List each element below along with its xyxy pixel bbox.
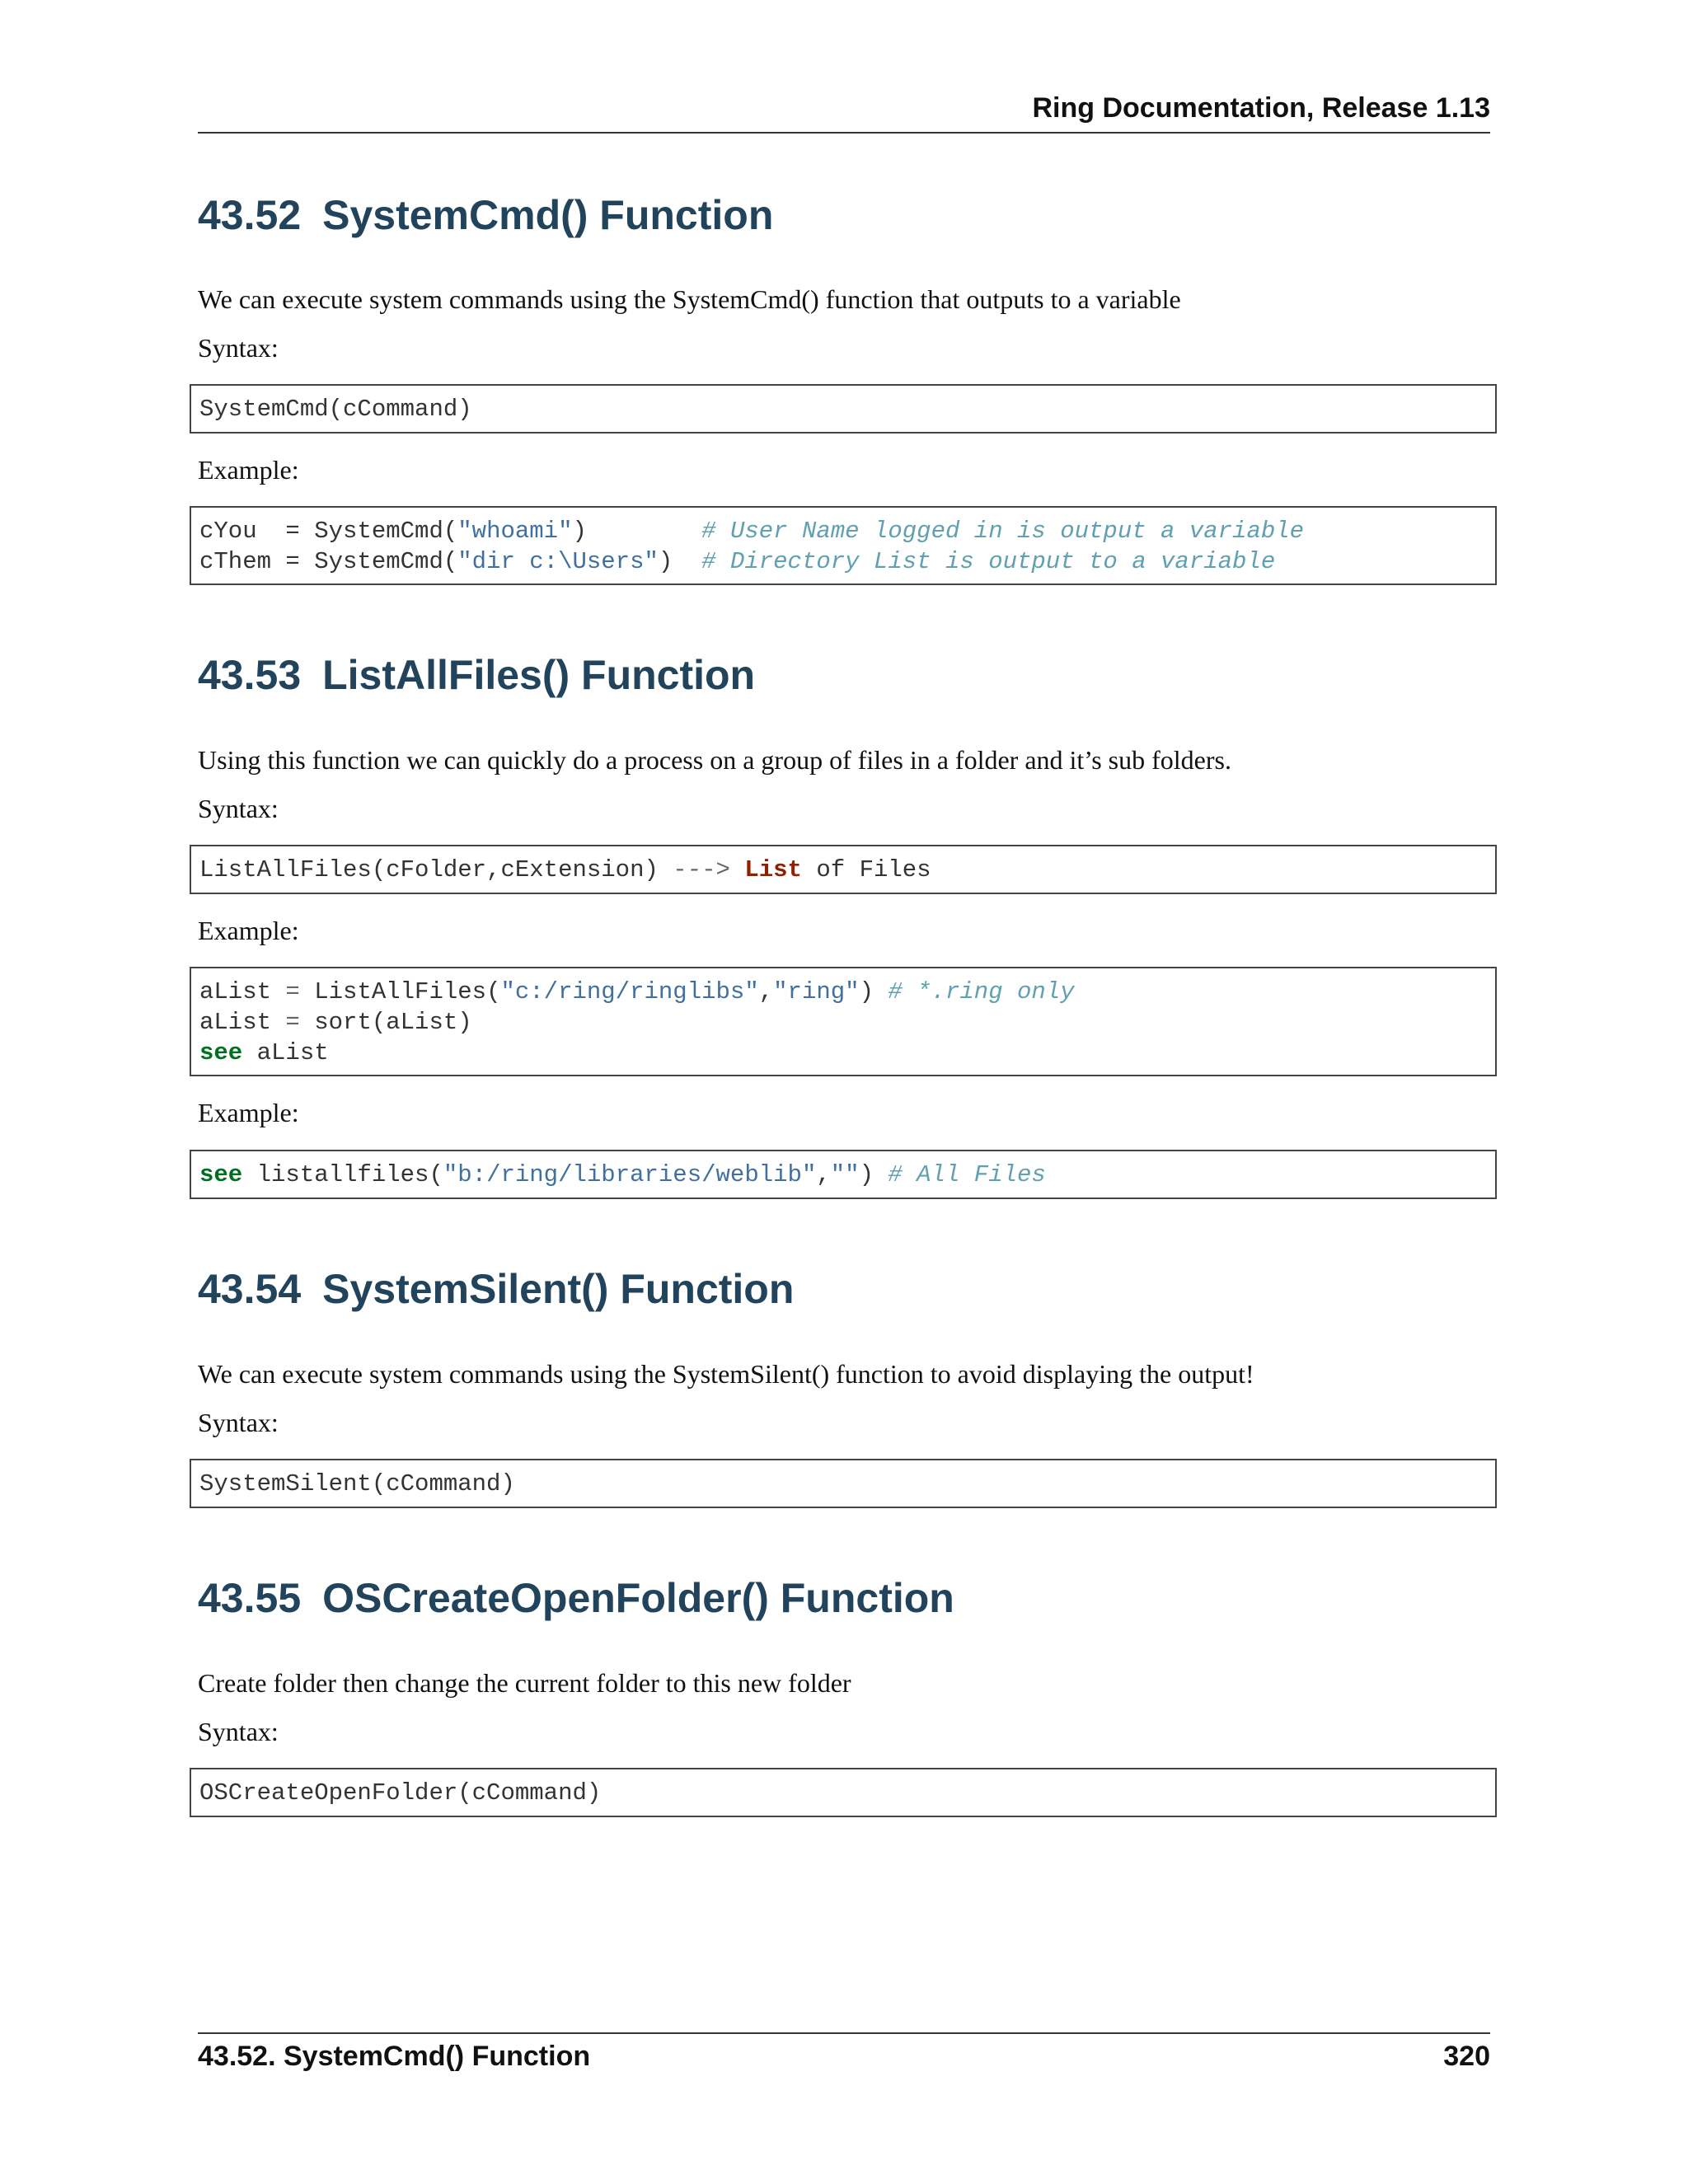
syntax-code-block xyxy=(190,1459,1497,1508)
section-number: 43.52 xyxy=(198,192,302,238)
section-heading-oscreateopenfolder xyxy=(198,1574,954,1622)
example-label: Example: xyxy=(198,455,299,485)
example-code-block xyxy=(190,1150,1497,1199)
code-comment: # All Files xyxy=(888,1161,1046,1188)
code-line: ListAllFiles(cFolder,cExtension) ---> List of Files xyxy=(199,856,931,883)
code-comment: # *.ring only xyxy=(888,978,1075,1005)
section-description: We can execute system commands using the SystemSilent() function to avoid displaying the output! xyxy=(198,1359,1254,1389)
section-title: ListAllFiles() Function xyxy=(322,652,756,698)
section-number: 43.53 xyxy=(198,652,302,698)
syntax-code-block xyxy=(190,845,1497,894)
footer-section-title: 43.52. SystemCmd() Function xyxy=(198,2041,591,2072)
code-line: SystemCmd(cCommand) xyxy=(199,396,472,423)
syntax-code-block xyxy=(190,1768,1497,1817)
page-footer xyxy=(198,2032,1490,2072)
header-title: Ring Documentation, Release 1.13 xyxy=(1032,92,1490,124)
example-code-block xyxy=(190,506,1497,585)
code-comment: # User Name logged in is output a variable xyxy=(701,518,1305,545)
code-line: SystemSilent(cCommand) xyxy=(199,1470,515,1497)
syntax-label: Syntax: xyxy=(198,794,279,823)
section-heading-systemsilent xyxy=(198,1265,794,1313)
code-line: cYou = SystemCmd("whoami") # User Name logged in is output a variable xyxy=(199,518,1305,545)
code-line: aList = ListAllFiles("c:/ring/ringlibs","ring") # *.ring only xyxy=(199,978,1075,1005)
example-code-block xyxy=(190,967,1497,1076)
section-description: Using this function we can quickly do a process on a group of files in a folder and it’s sub folders. xyxy=(198,745,1231,775)
section-heading-systemcmd xyxy=(198,191,773,239)
example-label: Example: xyxy=(198,1098,299,1127)
code-line: cThem = SystemCmd("dir c:\Users") # Directory List is output to a variable xyxy=(199,548,1276,575)
code-line: see listallfiles("b:/ring/libraries/weblib","") # All Files xyxy=(199,1161,1046,1188)
syntax-label: Syntax: xyxy=(198,1717,279,1746)
section-title: SystemCmd() Function xyxy=(322,192,774,238)
section-title: OSCreateOpenFolder() Function xyxy=(322,1575,954,1621)
section-title: SystemSilent() Function xyxy=(322,1266,795,1312)
code-line: OSCreateOpenFolder(cCommand) xyxy=(199,1779,602,1807)
syntax-label: Syntax: xyxy=(198,1408,279,1437)
page-header xyxy=(198,92,1490,134)
section-description: We can execute system commands using the SystemCmd() function that outputs to a variable xyxy=(198,284,1181,314)
section-number: 43.55 xyxy=(198,1575,302,1621)
syntax-code-block xyxy=(190,384,1497,434)
section-number: 43.54 xyxy=(198,1266,302,1312)
code-line: see aList xyxy=(199,1039,329,1066)
code-comment: # Directory List is output to a variable xyxy=(701,548,1276,575)
document-page xyxy=(198,0,1490,2184)
example-label: Example: xyxy=(198,916,299,945)
syntax-label: Syntax: xyxy=(198,333,279,363)
section-description: Create folder then change the current folder to this new folder xyxy=(198,1668,851,1698)
code-line: aList = sort(aList) xyxy=(199,1009,472,1036)
section-heading-listallfiles xyxy=(198,651,755,699)
page-number: 320 xyxy=(1443,2041,1490,2072)
